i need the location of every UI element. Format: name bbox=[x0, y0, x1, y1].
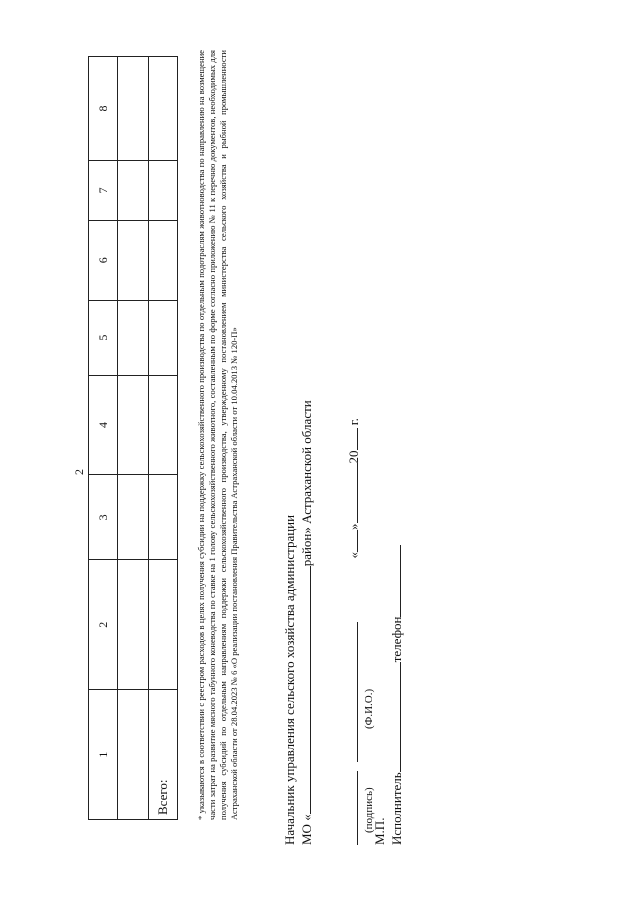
district-suffix: район» Астраханской области bbox=[299, 400, 314, 567]
executor-label: Исполнитель bbox=[389, 772, 404, 845]
fio-caption: (Ф.И.О.) bbox=[363, 688, 375, 729]
mo-prefix: МО « bbox=[299, 814, 314, 845]
signature-date-line bbox=[346, 418, 362, 845]
page-number: 2 bbox=[72, 469, 86, 475]
table-cell bbox=[118, 220, 149, 300]
year-suffix: г. bbox=[346, 418, 361, 426]
table-cell bbox=[118, 560, 149, 690]
month-blank bbox=[356, 464, 358, 524]
table-cell bbox=[149, 57, 178, 161]
date-close-quote: » bbox=[346, 523, 361, 530]
executor-line bbox=[389, 545, 405, 845]
table-header-row bbox=[89, 57, 118, 820]
date-open-quote: « bbox=[346, 552, 361, 559]
head-title: Начальник управления сельского хозяйства администрации bbox=[282, 514, 297, 845]
column-header: 4 bbox=[89, 375, 118, 475]
table-cell bbox=[149, 160, 178, 220]
table-cell bbox=[149, 560, 178, 690]
table-row bbox=[118, 57, 149, 820]
column-header: 5 bbox=[89, 300, 118, 375]
column-header: 7 bbox=[89, 160, 118, 220]
municipality-blank bbox=[309, 566, 311, 814]
phone-label: телефон bbox=[389, 616, 404, 663]
table-cell bbox=[118, 690, 149, 820]
column-header: 3 bbox=[89, 475, 118, 560]
total-label: Всего: bbox=[149, 690, 178, 820]
table-cell bbox=[118, 475, 149, 560]
table-cell bbox=[118, 300, 149, 375]
table-cell bbox=[149, 220, 178, 300]
table-cell bbox=[149, 300, 178, 375]
table-cell bbox=[118, 375, 149, 475]
stamp-label: М.П. bbox=[372, 817, 387, 845]
table-total-row bbox=[149, 57, 178, 820]
column-header: 2 bbox=[89, 560, 118, 690]
table-cell bbox=[118, 160, 149, 220]
sign-caption: (подпись) bbox=[363, 787, 375, 833]
signature-blank bbox=[356, 771, 358, 845]
fio-blank bbox=[356, 622, 358, 762]
column-header: 6 bbox=[89, 220, 118, 300]
registry-table bbox=[88, 56, 178, 820]
phone-blank bbox=[399, 545, 401, 617]
column-header: 1 bbox=[89, 690, 118, 820]
year-blank bbox=[356, 429, 358, 451]
table-cell bbox=[149, 475, 178, 560]
day-blank bbox=[356, 530, 358, 552]
column-header: 8 bbox=[89, 57, 118, 161]
municipality-line bbox=[299, 400, 315, 845]
table-cell bbox=[118, 57, 149, 161]
executor-blank bbox=[399, 662, 401, 772]
footnote: * указываются в соответствии с реестром расходов в целях получения субсидии на поддержку сельскохозяйственного производства по отдельным подотраслям животноводства по направлению на возмещение части затрат на развитие мясного табунного коневодства по ставке на 1 голову сельскохозяйственного животного, составленным по форме согласно приложению № 11 к перечню документов, необходимых для получения субсидий по отдельным направлениям поддержки сельскохозяйственного производства, утвержденному постановлением министерства сельского хозяйства и рыбной промышленности Астраханской области от 28.04.2023 № 6 «О реализации постановления Правительства Астраханской области от 10.04.2013 № 120-П» bbox=[196, 50, 239, 820]
year-prefix: 20 bbox=[346, 450, 361, 464]
table-cell bbox=[149, 375, 178, 475]
